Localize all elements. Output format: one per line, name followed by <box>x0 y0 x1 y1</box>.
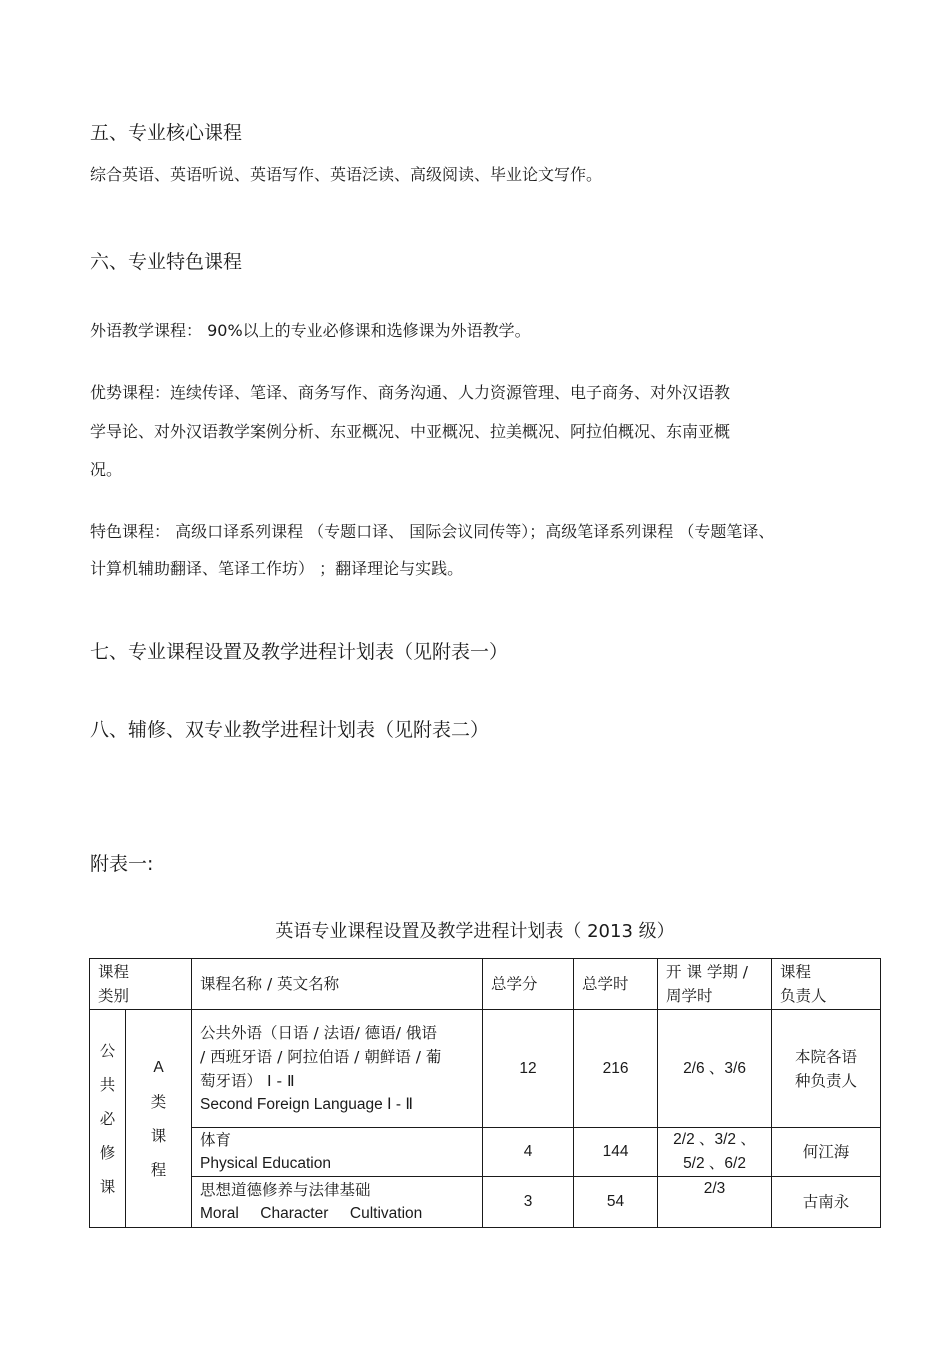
advantage-line-3: 况。 <box>90 460 123 479</box>
section-5-text: 综合英语、英语听说、英语写作、英语泛读、高级阅读、毕业论文写作。 <box>90 165 603 184</box>
section-6-heading: 六、专业特色课程 <box>90 251 243 273</box>
owner-cell: 何江海 <box>772 1128 881 1177</box>
semester-cell: 2/3 <box>658 1177 772 1228</box>
appendix-label: 附表一: <box>90 853 154 875</box>
foreign-teaching-text: 外语教学课程： 90%以上的专业必修课和选修课为外语教学。 <box>90 321 531 340</box>
hours-cell: 54 <box>574 1177 658 1228</box>
course-name-cell: 公共外语（日语 / 法语/ 德语/ 俄语 / 西班牙语 / 阿拉伯语 / 朝鲜语 / 葡 萄牙语） Ⅰ - Ⅱ Second Foreign Language Ⅰ - Ⅱ <box>192 1010 483 1128</box>
credits-cell: 4 <box>483 1128 574 1177</box>
semester-cell: 2/2 、3/2 、 5/2 、6/2 <box>658 1128 772 1177</box>
hours-cell: 144 <box>574 1128 658 1177</box>
course-name-cell: 体育 Physical Education <box>192 1128 483 1177</box>
section-8-heading: 八、辅修、双专业教学进程计划表（见附表二） <box>90 719 490 741</box>
advantage-line-2: 学导论、对外汉语教学案例分析、东亚概况、中亚概况、拉美概况、阿拉伯概况、东南亚概 <box>90 422 731 441</box>
subgroup-label-a-courses: A 类 课 程 <box>126 1010 192 1228</box>
owner-cell: 本院各语 种负责人 <box>772 1010 881 1128</box>
table-row <box>90 1010 881 1128</box>
credits-cell: 3 <box>483 1177 574 1228</box>
section-7-heading: 七、专业课程设置及教学进程计划表（见附表一） <box>90 641 509 663</box>
course-name-cell: 思想道德修养与法律基础 Moral Character Cultivation <box>192 1177 483 1228</box>
header-owner: 课程 负责人 <box>772 959 881 1010</box>
table-header-row <box>90 959 881 1010</box>
course-schedule-table <box>89 958 881 1228</box>
table-row <box>90 1177 881 1228</box>
feature-line-2: 计算机辅助翻译、笔译工作坊） ；翻译理论与实践。 <box>90 559 464 578</box>
advantage-line-1: 优势课程：连续传译、笔译、商务写作、商务沟通、人力资源管理、电子商务、对外汉语教 <box>90 383 731 402</box>
group-label-public-required: 公 共 必 修 课 <box>90 1010 126 1228</box>
header-category: 课程 类别 <box>90 959 192 1010</box>
semester-cell: 2/6 、3/6 <box>658 1010 772 1128</box>
feature-line-1: 特色课程： 高级口译系列课程 （专题口译、 国际会议同传等）；高级笔译系列课程 （专题笔译、 <box>90 522 775 541</box>
header-hours: 总学时 <box>574 959 658 1010</box>
header-course-name: 课程名称 / 英文名称 <box>192 959 483 1010</box>
section-5-heading: 五、专业核心课程 <box>90 122 243 144</box>
header-semester: 开 课 学期 / 周学时 <box>658 959 772 1010</box>
hours-cell: 216 <box>574 1010 658 1128</box>
owner-cell: 古南永 <box>772 1177 881 1228</box>
table-row <box>90 1128 881 1177</box>
header-credits: 总学分 <box>483 959 574 1010</box>
credits-cell: 12 <box>483 1010 574 1128</box>
table-title: 英语专业课程设置及教学进程计划表（ 2013 级） <box>275 921 675 942</box>
